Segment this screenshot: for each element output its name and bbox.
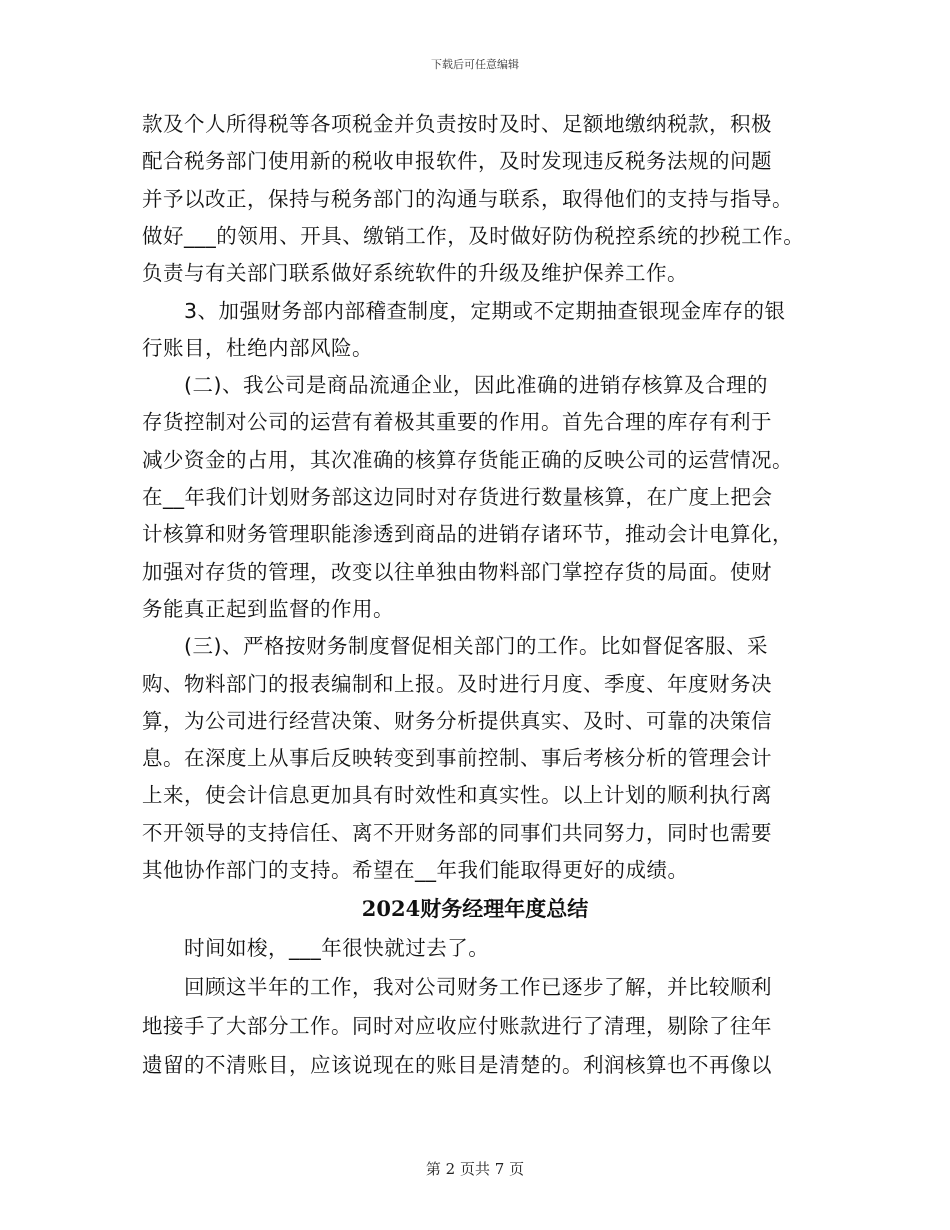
paragraph-line: 其他协作部门的支持。希望在__年我们能取得更好的成绩。 (142, 858, 689, 882)
paragraph-line: 不开领导的支持信任、离不开财务部的同事们共同努力，同时也需要 (142, 820, 772, 845)
paragraph-line: 计核算和财务管理职能渗透到商品的进销存诸环节，推动会计电算化， (142, 522, 793, 547)
paragraph-line: 行账目，杜绝内部风险。 (142, 335, 373, 360)
paragraph-line: 3、加强财务部内部稽查制度，定期或不定期抽查银现金库存的银 (142, 298, 786, 323)
paragraph-line: 时间如梭，___年很快就过去了。 (142, 936, 490, 960)
paragraph-line: 存货控制对公司的运营有着极其重要的作用。首先合理的库存有利于 (142, 410, 772, 435)
paragraph-line: 遗留的不清账目，应该说现在的账目是清楚的。利润核算也不再像以 (142, 1053, 772, 1077)
paragraph-line: 减少资金的占用，其次准确的核算存货能正确的反映公司的运营情况。 (142, 447, 793, 472)
paragraph-line: 在__年我们计划财务部这边同时对存货进行数量核算，在广度上把会 (142, 485, 773, 509)
page-header: 下载后可任意编辑 (431, 58, 519, 71)
paragraph-line: (三)、严格按财务制度督促相关部门的工作。比如督促客服、采 (142, 634, 768, 659)
paragraph-line: 上来，使会计信息更加具有时效性和真实性。以上计划的顺利执行离 (142, 783, 772, 808)
paragraph-line: 加强对存货的管理，改变以往单独由物料部门掌控存货的局面。使财 (142, 559, 772, 584)
paragraph-line: 配合税务部门使用新的税收申报软件，及时发现违反税务法规的问题 (142, 149, 772, 174)
paragraph-line: 负责与有关部门联系做好系统软件的升级及维护保养工作。 (142, 261, 688, 286)
paragraph-line: 款及个人所得税等各项税金并负责按时及时、足额地缴纳税款，积极 (142, 112, 772, 136)
section-title: 2024财务经理年度总结 (361, 896, 589, 921)
paragraph-line: 购、物料部门的报表编制和上报。及时进行月度、季度、年度财务决 (142, 671, 772, 696)
paragraph-line: 息。在深度上从事后反映转变到事前控制、事后考核分析的管理会计 (142, 746, 772, 771)
paragraph-line: 地接手了大部分工作。同时对应收应付账款进行了清理，剔除了往年 (142, 1014, 772, 1038)
paragraph-line: 算，为公司进行经营决策、财务分析提供真实、及时、可靠的决策信 (142, 708, 772, 733)
paragraph-line: 做好___的领用、开具、缴销工作，及时做好防伪税控系统的抄税工作。 (142, 223, 805, 248)
paragraph-line: 并予以改正，保持与税务部门的沟通与联系，取得他们的支持与指导。 (142, 186, 793, 211)
paragraph-line: 务能真正起到监督的作用。 (142, 596, 394, 621)
paragraph-line: (二)、我公司是商品流通企业，因此准确的进销存核算及合理的 (142, 373, 768, 398)
paragraph-line: 回顾这半年的工作，我对公司财务工作已逐步了解，并比较顺利 (142, 975, 772, 999)
page-footer: 第 2 页共 7 页 (425, 1160, 525, 1178)
